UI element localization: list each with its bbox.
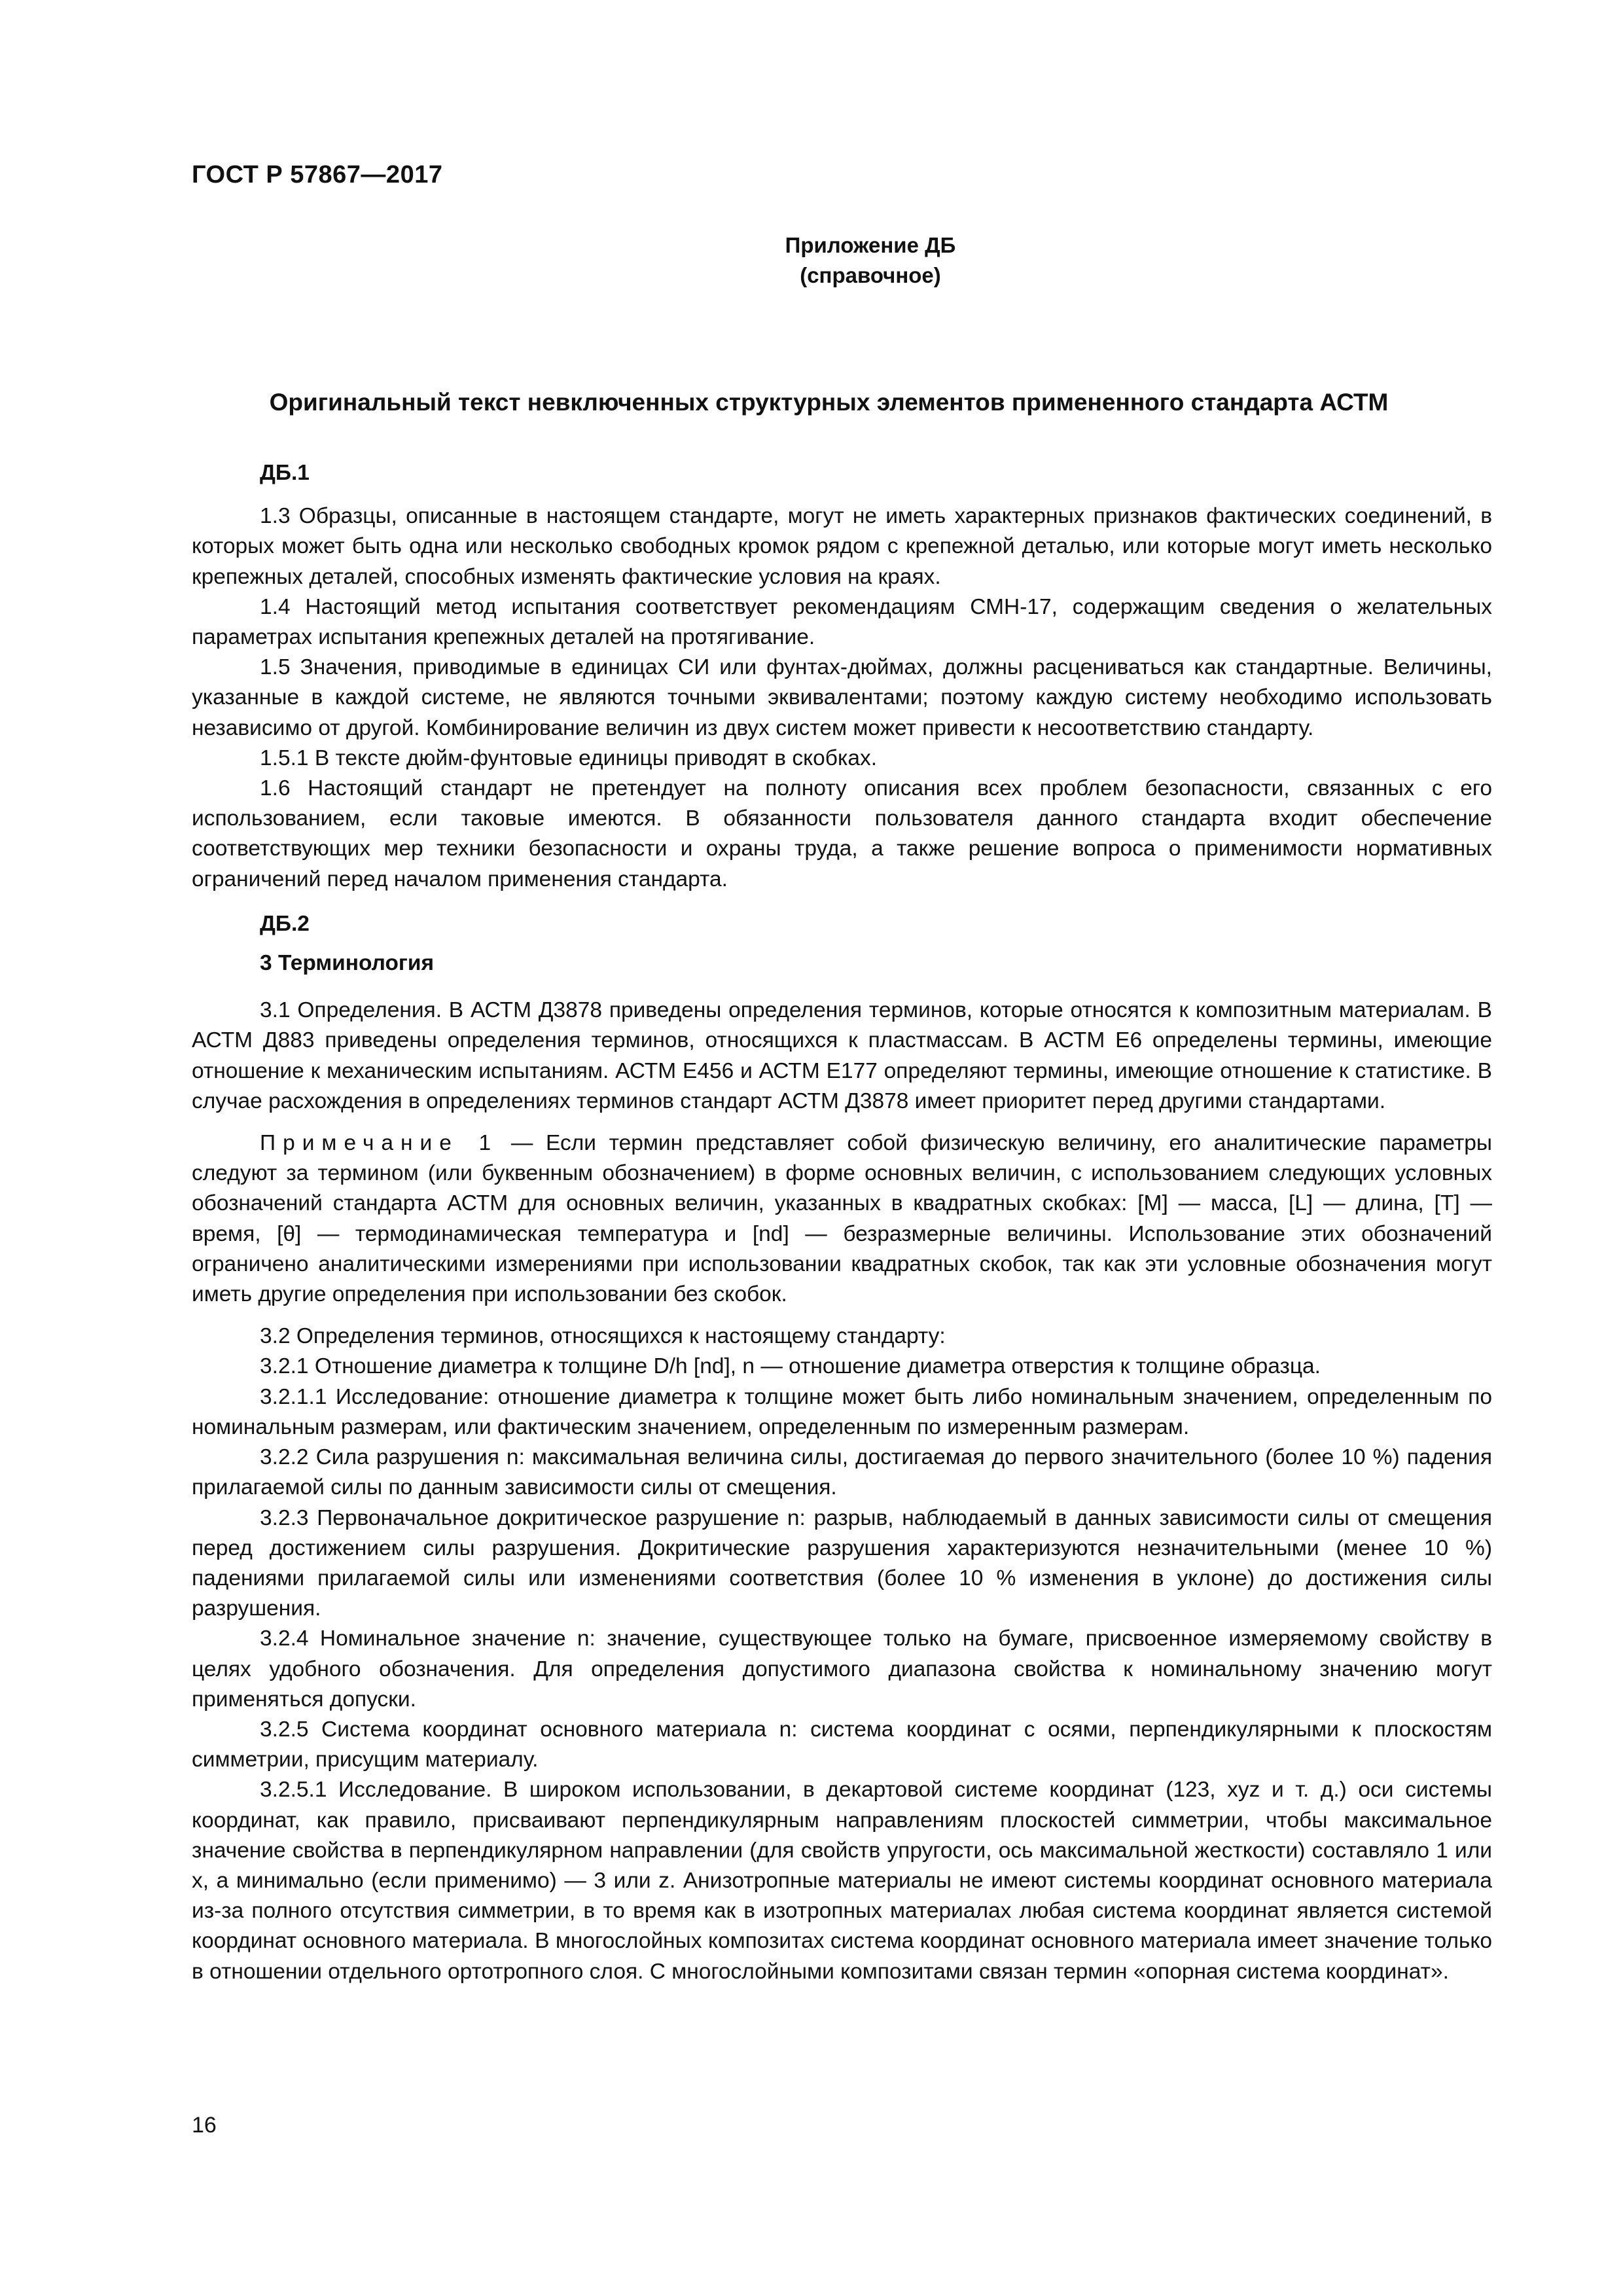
- paragraph-1-5-1: 1.5.1 В тексте дюйм-фунтовые единицы приводят в скобках.: [260, 745, 878, 770]
- section-heading-db1: ДБ.1: [260, 461, 310, 485]
- terminology-heading: 3 Терминология: [260, 951, 435, 976]
- appendix-kind: (справочное): [800, 263, 941, 287]
- paragraph-3-1: 3.1 Определения. В АСТМ Д3878 приведены определения терминов, которые относятся к композитным материалам. В АСТМ Д883 приведены определения терминов, относящихся к пластмассам. В АСТМ Е6 определены термины, имеющие отношение к механическим испытаниям. АСТМ Е456 и АСТМ Е177 определяют термины, имеющие отношение к статистике. В случае расхождения в определениях терминов стандарт АСТМ Д3878 имеет приоритет перед другими стандартами.: [192, 998, 1492, 1113]
- appendix-label: Приложение ДБ: [785, 233, 956, 257]
- paragraph-1-5: 1.5 Значения, приводимые в единицах СИ или фунтах-дюймах, должны расцениваться как стандартные. Величины, указанные в каждой системе, не являются точными эквивалентами; поэтому каждую систему необходимо использовать независимо от другой. Комбинирование величин из двух систем может привести к несоответствию стандарту.: [192, 655, 1492, 740]
- appendix-title: Оригинальный текст невключенных структурных элементов примененного стандарта АСТМ: [269, 389, 1389, 416]
- note-text: — Если термин представляет собой физическую величину, его аналитические параметры следуют за термином (или буквенным обозначением) в форме основных величин, с использованием следующих условных обозначений стандарта АСТМ для основных величин, указанных в квадратных скобках: [M] — масса, [L] — длина, [T] — время, [θ] — термодинамическая температура и [nd] — безразмерные величины. Использование этих обозначений ограничено аналитическими измерениями при использовании квадратных скобок, так как эти условные обозначения могут иметь другие определения при использовании без скобок.: [192, 1131, 1492, 1307]
- paragraph-3-2-3: 3.2.3 Первоначальное докритическое разрушение n: разрыв, наблюдаемый в данных зависимости силы от смещения перед достижением силы разрушения. Докритические разрушения характеризуются незначительными (менее 10 %) падениями прилагаемой силы или изменениями соответствия (более 10 % изменения в уклоне) до достижения силы разрушения.: [192, 1505, 1492, 1621]
- paragraph-1-3: 1.3 Образцы, описанные в настоящем стандарте, могут не иметь характерных признаков фактических соединений, в которых может быть одна или несколько свободных кромок рядом с крепежной деталью, или которые могут иметь несколько крепежных деталей, способных изменять фактические условия на краях.: [192, 504, 1492, 589]
- paragraph-3-2: 3.2 Определения терминов, относящихся к настоящему стандарту:: [260, 1324, 946, 1349]
- paragraph-1-4: 1.4 Настоящий метод испытания соответствует рекомендациям СМН-17, содержащим сведения о желательных параметрах испытания крепежных деталей на протягивание.: [192, 594, 1492, 650]
- document-body: [192, 458, 1492, 1987]
- appendix-heading: [707, 230, 1034, 291]
- note-1: [192, 1128, 1492, 1310]
- page-number: 16: [192, 2113, 217, 2138]
- section-heading-db2: ДБ.2: [260, 911, 310, 936]
- paragraph-3-2-4: 3.2.4 Номинальное значение n: значение, существующее только на бумаге, присвоенное измеряемому свойству в целях удобного обозначения. Для определения допустимого диапазона свойства к номинальному значению могут применяться допуски.: [192, 1626, 1492, 1712]
- document-code: ГОСТ Р 57867—2017: [192, 161, 443, 188]
- paragraph-3-2-5: 3.2.5 Система координат основного материала n: система координат с осями, перпендикулярными к плоскостям симметрии, присущим материалу.: [192, 1717, 1492, 1772]
- paragraph-3-2-1: 3.2.1 Отношение диаметра к толщине D/h [nd], n — отношение диаметра отверстия к толщине образца.: [260, 1354, 1321, 1379]
- paragraph-3-2-5-1: 3.2.5.1 Исследование. В широком использовании, в декартовой системе координат (123, xyz и т. д.) оси системы координат, как правило, присваивают перпендикулярным направлениям плоскостей симметрии, чтобы максимальное значение свойства в перпендикулярном направлении (для свойств упругости, ось максимальной жесткости) составляло 1 или x, а минимально (если применимо) — 3 или z. Анизотропные материалы не имеют системы координат основного материала из-за полного отсутствия симметрии, в то время как в изотропных материалах любая система координат является системой координат основного материала. В многослойных композитах система координат основного материала имеет значение только в отношении отдельного ортотропного слоя. С многослойными композитами связан термин «опорная система координат».: [192, 1778, 1492, 1984]
- paragraph-1-6: 1.6 Настоящий стандарт не претендует на полноту описания всех проблем безопасности, связанных с его использованием, если таковые имеются. В обязанности пользователя данного стандарта входит обеспечение соответствующих мер техники безопасности и охраны труда, а также решение вопроса о применимости нормативных ограничений перед началом применения стандарта.: [192, 776, 1492, 891]
- note-label: Примечание 1: [260, 1131, 499, 1156]
- paragraph-3-2-2: 3.2.2 Сила разрушения n: максимальная величина силы, достигаемая до первого значительного (более 10 %) падения прилагаемой силы по данным зависимости силы от смещения.: [192, 1445, 1492, 1500]
- paragraph-3-2-1-1: 3.2.1.1 Исследование: отношение диаметра к толщине может быть либо номинальным значением, определенным по номинальным размерам, или фактическим значением, определенным по измеренным размерам.: [192, 1384, 1492, 1439]
